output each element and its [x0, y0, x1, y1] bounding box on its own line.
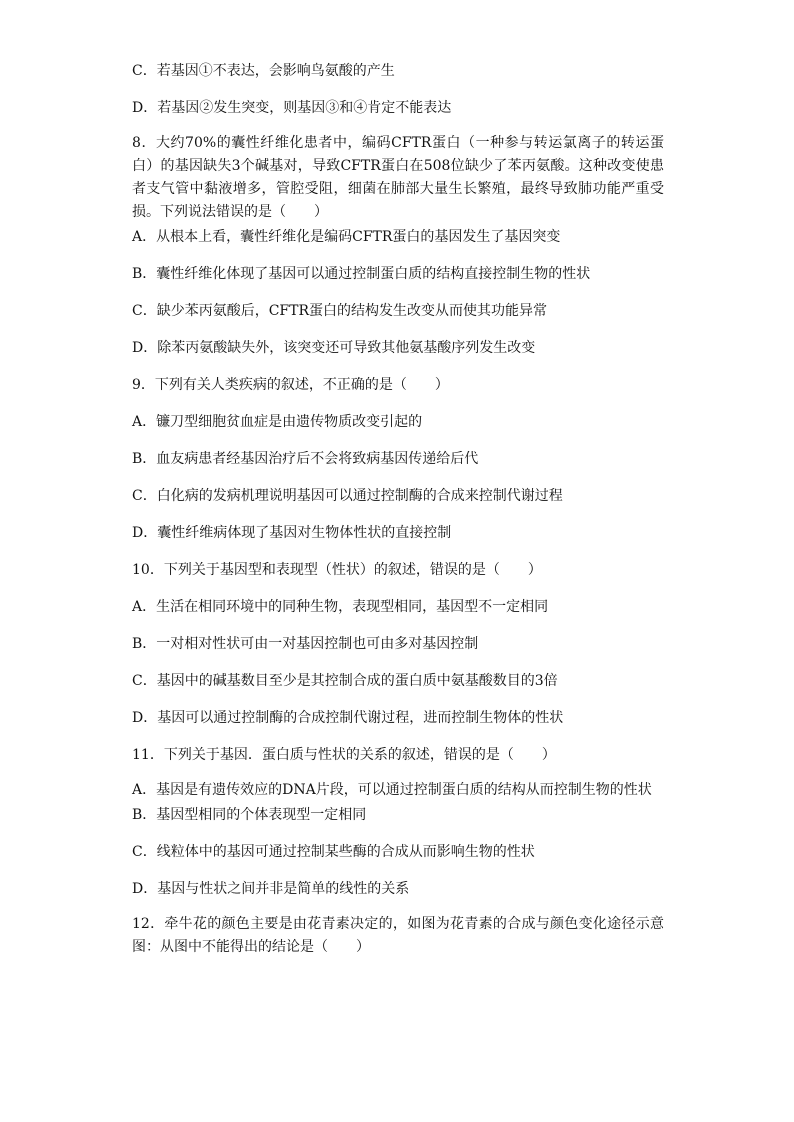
- document-page: [132, 58, 664, 959]
- q11-option-c: C．线粒体中的基因可通过控制某些酶的合成从而影响生物的性状: [132, 844, 535, 860]
- q8-option-a: A．从根本上看，囊性纤维化是编码CFTR蛋白的基因发生了基因突变: [132, 229, 561, 245]
- q10-option-c: C．基因中的碱基数目至少是其控制合成的蛋白质中氨基酸数目的3倍: [132, 673, 558, 689]
- q11-option-d: D．基因与性状之间并非是简单的线性的关系: [132, 881, 410, 897]
- q7-option-c: C．若基因①不表达，会影响鸟氨酸的产生: [132, 63, 395, 79]
- q9-option-a: A．镰刀型细胞贫血症是由遗传物质改变引起的: [132, 414, 423, 430]
- q11-stem: 11．下列关于基因．蛋白质与性状的关系的叙述，错误的是（ ）: [132, 747, 556, 763]
- q10-option-a: A．生活在相同环境中的同种生物，表现型相同，基因型不一定相同: [132, 599, 549, 615]
- q8-option-d: D．除苯丙氨酸缺失外，该突变还可导致其他氨基酸序列发生改变: [132, 340, 536, 356]
- q10-stem: 10．下列关于基因型和表现型（性状）的叙述，错误的是（ ）: [132, 562, 542, 578]
- q12-stem: 12．牵牛花的颜色主要是由花青素决定的，如图为花青素的合成与颜色变化途径示意图：从图中不能得出的结论是（ ）: [132, 916, 664, 955]
- q11-option-b: B．基因型相同的个体表现型一定相同: [132, 807, 367, 823]
- q11-option-a: A．基因是有遗传效应的DNA片段，可以通过控制蛋白质的结构从而控制生物的性状: [132, 782, 652, 798]
- q9-option-c: C．白化病的发病机理说明基因可以通过控制酶的合成来控制代谢过程: [132, 488, 563, 504]
- q10-option-d: D．基因可以通过控制酶的合成控制代谢过程，进而控制生物体的性状: [132, 710, 564, 726]
- q10-option-b: B．一对相对性状可由一对基因控制也可由多对基因控制: [132, 636, 479, 652]
- q8-option-b: B．囊性纤维化体现了基因可以通过控制蛋白质的结构直接控制生物的性状: [132, 266, 591, 282]
- q8-stem: 8．大约70%的囊性纤维化患者中，编码CFTR蛋白（一种参与转运氯离子的转运蛋白）的基因缺失3个碱基对，导致CFTR蛋白在508位缺少了苯丙氨酸。这种改变使患者支气管中黏液增多，管腔受阻，细菌在肺部大量生长繁殖，最终导致肺功能严重受损。下列说法错误的是（ ）: [132, 135, 664, 220]
- q9-option-d: D．囊性纤维病体现了基因对生物体性状的直接控制: [132, 525, 452, 541]
- q8-option-c: C．缺少苯丙氨酸后，CFTR蛋白的结构发生改变从而使其功能异常: [132, 303, 548, 319]
- q7-option-d: D．若基因②发生突变，则基因③和④肯定不能表达: [132, 100, 452, 116]
- q9-option-b: B．血友病患者经基因治疗后不会将致病基因传递给后代: [132, 451, 479, 467]
- q9-stem: 9．下列有关人类疾病的叙述，不正确的是（ ）: [132, 377, 449, 393]
